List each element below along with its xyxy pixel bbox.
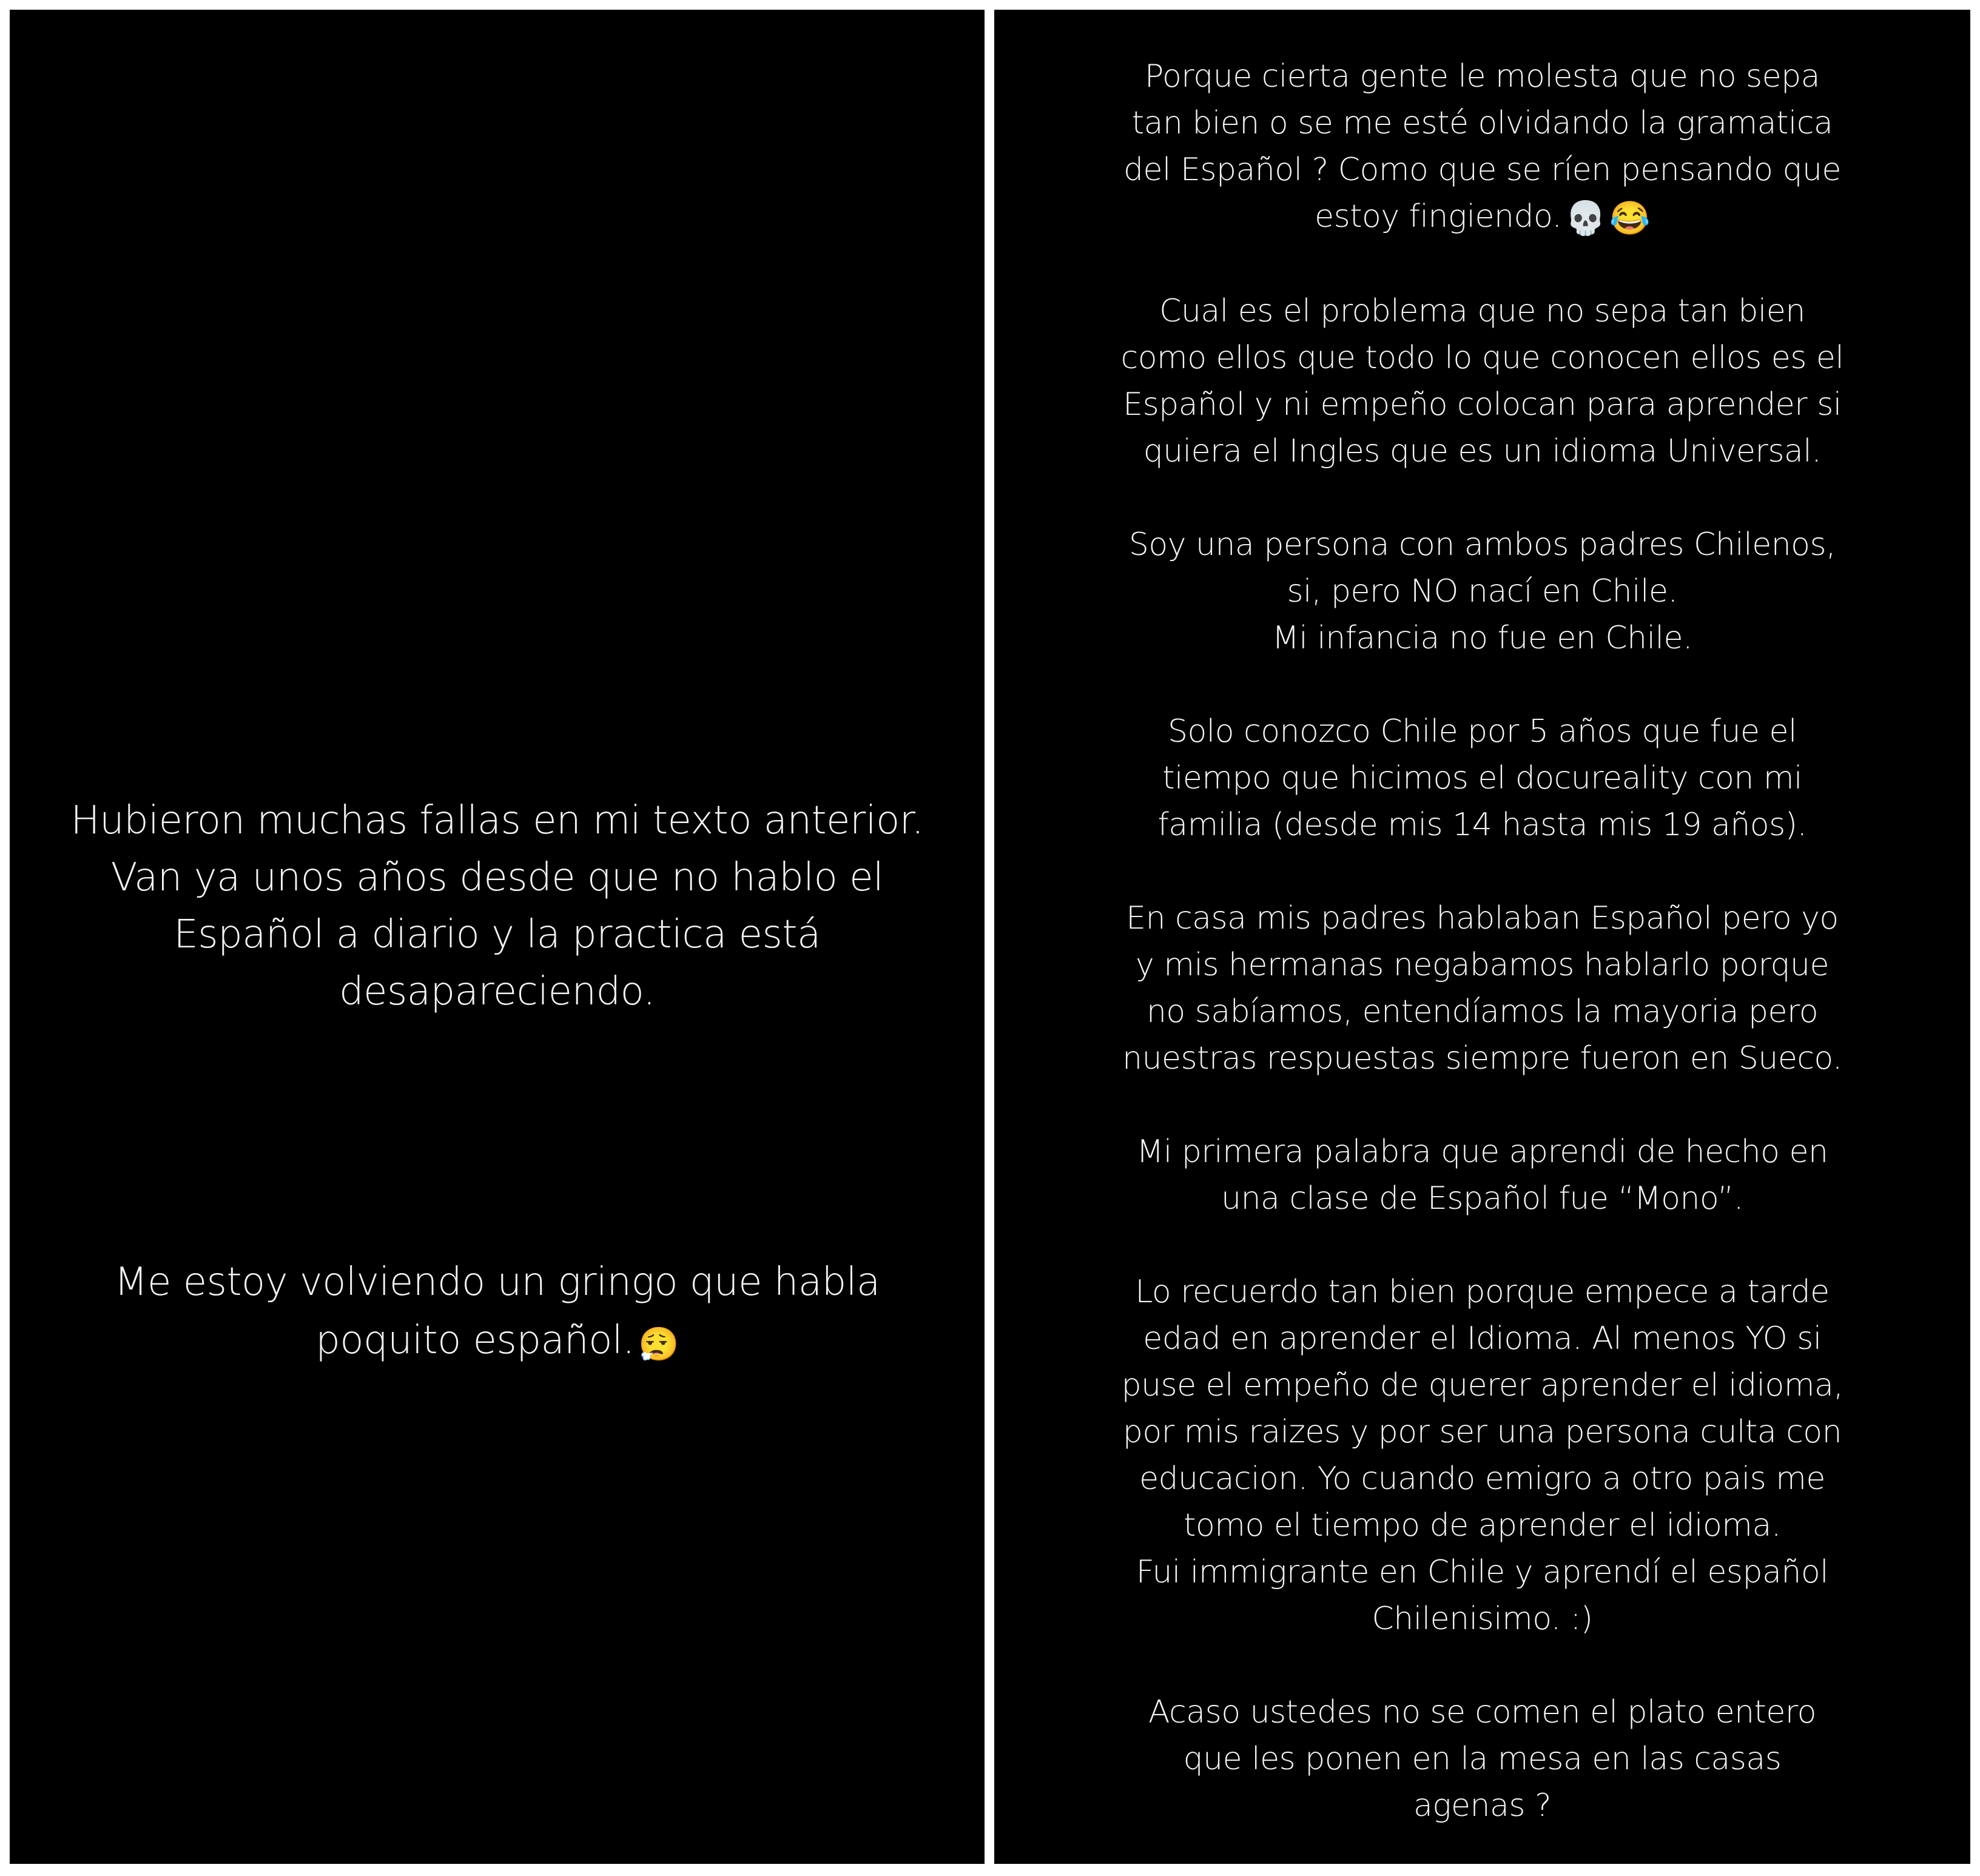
text-line: por mis raizes y por ser una persona culta con	[1122, 1414, 1842, 1450]
paragraph-2	[994, 288, 1970, 475]
text-line: agenas ?	[1413, 1787, 1552, 1824]
paragraph-8	[994, 1689, 1970, 1829]
text-line: Chilenisimo. :)	[1372, 1601, 1593, 1637]
text-line: puse el empeño de querer aprender el idioma,	[1121, 1367, 1844, 1404]
text-line: Cual es el problema que no sepa tan bien	[1159, 293, 1805, 329]
text-line: Hubieron muchas fallas en mi texto anterior.	[70, 798, 924, 843]
text-line: una clase de Español fue “Mono”.	[1221, 1180, 1743, 1217]
text-line: Soy una persona con ambos padres Chilenos,	[1128, 526, 1836, 563]
text-line: tomo el tiempo de aprender el idioma.	[1184, 1507, 1781, 1544]
text-segment: poquito español.	[315, 1318, 635, 1363]
text-line: Porque cierta gente le molesta que no sepa	[1144, 58, 1820, 95]
text-segment: estoy fingiendo.	[1315, 198, 1562, 235]
text-line: que les ponen en la mesa en las casas	[1183, 1741, 1782, 1777]
text-line: como ellos que todo lo que conocen ellos es el	[1120, 340, 1844, 376]
text-line: Español y ni empeño colocan para aprender si	[1123, 386, 1842, 423]
text-line: y mis hermanas negabamos hablarlo porque	[1136, 947, 1829, 983]
text-line: Lo recuerdo tan bien porque empece a tarde	[1135, 1274, 1830, 1310]
tears-of-joy-emoji-icon: 😂	[1609, 199, 1650, 237]
paragraph-7	[994, 1269, 1970, 1642]
text-line: del Español ? Como que se ríen pensando que	[1123, 152, 1841, 188]
text-line: Solo conozco Chile por 5 años que fue el	[1167, 713, 1797, 750]
story-text-block-1	[10, 792, 985, 1020]
text-line: edad en aprender el Idioma. Al menos YO si	[1143, 1320, 1822, 1357]
text-line: Fui immigrante en Chile y aprendí el español	[1136, 1554, 1829, 1590]
paragraph-3	[994, 522, 1970, 662]
text-line: nuestras respuestas siempre fueron en Sueco.	[1122, 1040, 1842, 1077]
face-exhaling-emoji-icon: 😮‍💨	[638, 1325, 679, 1363]
text-line: Me estoy volviendo un gringo que habla	[114, 1260, 880, 1305]
text-line: si, pero NO nací en Chile.	[1287, 573, 1678, 610]
text-line: Español a diario y la practica está	[173, 912, 821, 957]
text-line: no sabíamos, entendíamos la mayoria pero	[1146, 993, 1819, 1030]
text-line: En casa mis padres hablaban Español pero yo	[1126, 900, 1839, 936]
skull-emoji-icon: 💀	[1565, 199, 1606, 237]
text-line-with-emoji	[994, 193, 1970, 241]
text-line: Mi primera palabra que aprendi de hecho en	[1136, 1134, 1828, 1170]
text-line: tan bien o se me esté olvidando la gramatica	[1131, 105, 1833, 141]
story-text-block-2	[10, 1253, 985, 1374]
text-line: educacion. Yo cuando emigro a otro pais me	[1139, 1461, 1825, 1497]
text-line: Van ya unos años desde que no hablo el	[110, 855, 884, 900]
paragraph-5	[994, 895, 1970, 1082]
paragraph-6	[994, 1129, 1970, 1222]
text-line: Mi infancia no fue en Chile.	[1271, 620, 1693, 656]
text-line: Acaso ustedes no se comen el plato entero	[1148, 1694, 1816, 1730]
story-text-content	[994, 53, 1970, 1876]
story-panel-left	[10, 10, 985, 1864]
text-line: quiera el Ingles que es un idioma Universal.	[1143, 433, 1822, 469]
text-line: tiempo que hicimos el docureality con mi	[1162, 760, 1802, 796]
paragraph-1	[994, 53, 1970, 241]
paragraph-4	[994, 708, 1970, 849]
story-panel-right	[994, 10, 1970, 1864]
text-line: desapareciendo.	[338, 969, 656, 1014]
text-line: familia (desde mis 14 hasta mis 19 años).	[1157, 807, 1807, 843]
text-line-with-emoji	[10, 1311, 985, 1374]
